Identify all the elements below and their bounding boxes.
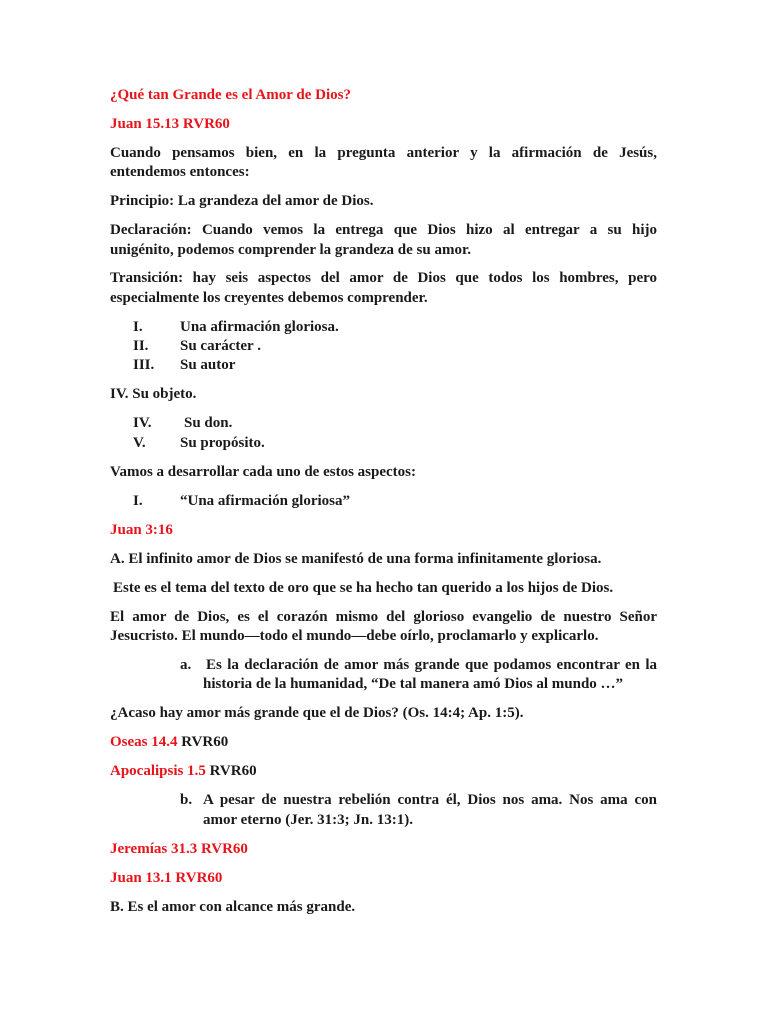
scripture-reference	[110, 733, 228, 751]
transition-line: Transición: hay seis aspectos del amor de Dios que todos los hombres, pero	[110, 270, 657, 286]
document-title: ¿Qué tan Grande es el Amor de Dios?	[110, 87, 351, 103]
section-heading: B. Es el amor con alcance más grande.	[110, 899, 356, 915]
reference-book: Apocalipsis 1.5	[110, 763, 206, 779]
scripture-reference: Juan 15.13 RVR60	[110, 116, 230, 132]
sub-item-line: historia de la humanidad, “De tal manera amó Dios al mundo …”	[203, 676, 624, 692]
scripture-reference	[110, 762, 257, 780]
list-item: Su propósito.	[180, 435, 265, 451]
principle-line: Principio: La grandeza del amor de Dios.	[110, 193, 374, 209]
paragraph-line: Este es el tema del texto de oro que se ha hecho tan querido a los hijos de Dios.	[113, 580, 614, 596]
list-item: “Una afirmación gloriosa”	[180, 493, 350, 509]
list-item: Una afirmación gloriosa.	[180, 319, 339, 335]
list-item-number: V.	[133, 435, 146, 451]
transition-line: especialmente los creyentes debemos comprender.	[110, 290, 428, 306]
list-item-number: I.	[133, 319, 143, 335]
scripture-reference: Juan 13.1 RVR60	[110, 870, 223, 886]
sub-item-line: amor eterno (Jer. 31:3; Jn. 13:1).	[203, 812, 413, 828]
paragraph-line: Vamos a desarrollar cada uno de estos aspectos:	[110, 464, 416, 480]
list-item: Su carácter .	[180, 338, 261, 354]
list-item: Su autor	[180, 357, 236, 373]
paragraph-line: IV. Su objeto.	[110, 386, 197, 402]
declaration-line: unigénito, podemos comprender la grandeza de su amor.	[110, 242, 471, 258]
scripture-reference: Juan 3:16	[110, 522, 173, 538]
paragraph-line: entendemos entonces:	[110, 164, 250, 180]
section-heading: A. El infinito amor de Dios se manifestó de una forma infinitamente gloriosa.	[110, 551, 602, 567]
paragraph-line: ¿Acaso hay amor más grande que el de Dios? (Os. 14:4; Ap. 1:5).	[110, 705, 524, 721]
paragraph-line: Cuando pensamos bien, en la pregunta anterior y la afirmación de Jesús,	[110, 145, 657, 161]
paragraph-line: El amor de Dios, es el corazón mismo del glorioso evangelio de nuestro Señor	[110, 609, 657, 625]
reference-version: RVR60	[209, 763, 257, 779]
sub-item-line: Es la declaración de amor más grande que podamos encontrar en la	[206, 657, 657, 673]
list-item: Su don.	[184, 415, 233, 431]
list-item-number: II.	[133, 338, 149, 354]
sub-item-label: b.	[180, 792, 193, 808]
reference-version: RVR60	[181, 734, 229, 750]
declaration-line: Declaración: Cuando vemos la entrega que Dios hizo al entregar a su hijo	[110, 222, 657, 238]
sub-item-label: a.	[180, 657, 192, 673]
list-item-number: III.	[133, 357, 155, 373]
reference-book: Oseas 14.4	[110, 734, 178, 750]
list-item-number: IV.	[133, 415, 152, 431]
list-item-number: I.	[133, 493, 143, 509]
scripture-reference: Jeremías 31.3 RVR60	[110, 841, 248, 857]
sub-item-line: A pesar de nuestra rebelión contra él, Dios nos ama. Nos ama con	[203, 792, 657, 808]
paragraph-line: Jesucristo. El mundo—todo el mundo—debe oírlo, proclamarlo y explicarlo.	[110, 628, 599, 644]
